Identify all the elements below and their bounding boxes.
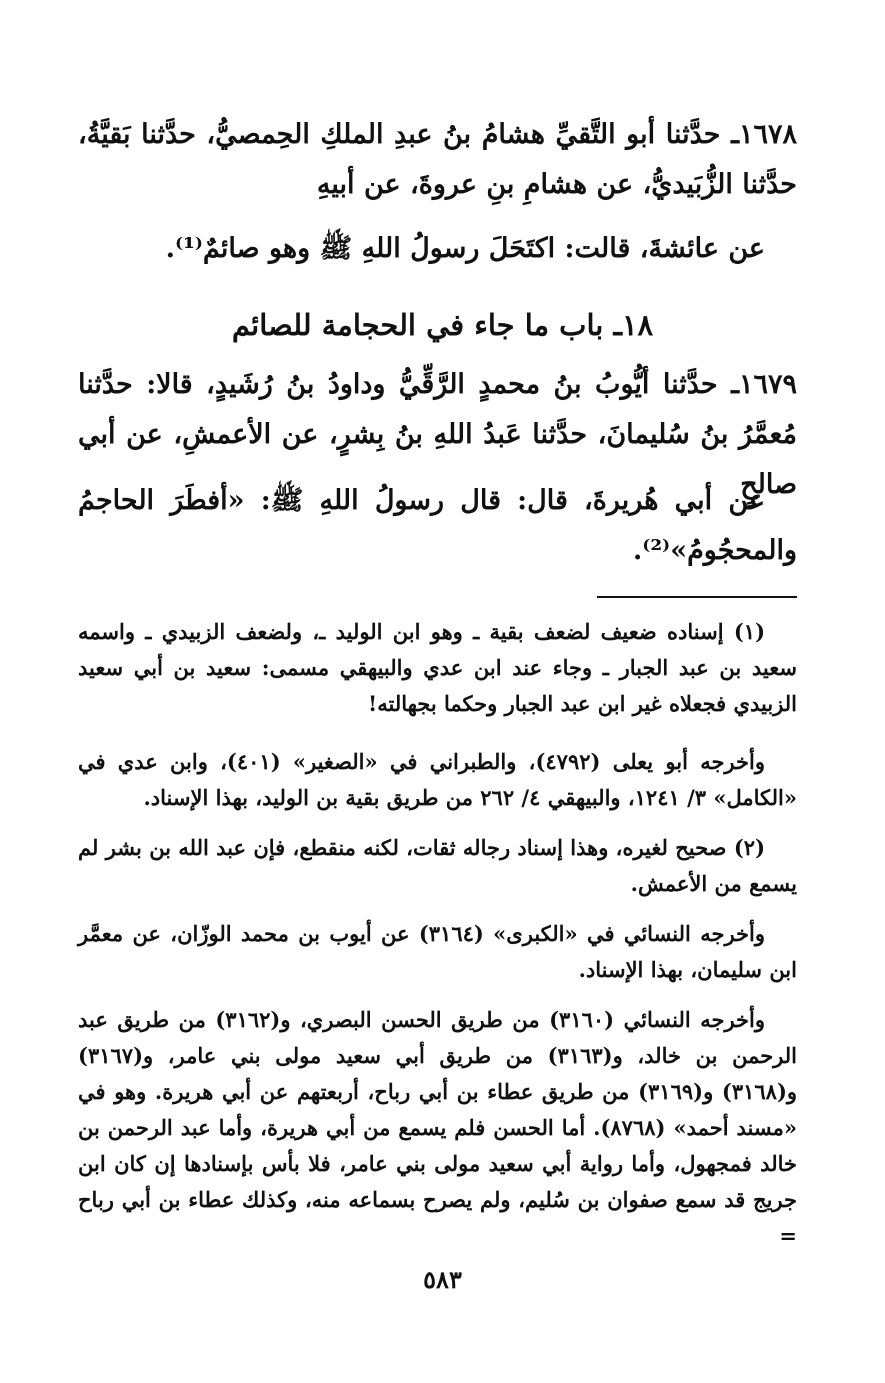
hadith-1679-matn: عن أبي هُريرةَ، قال: قال رسولُ اللهِ ﷺ: «أفطَرَ الحاجمُ والمحجُومُ»⁽²⁾. [78, 485, 797, 566]
footnote-1-sources: وأخرجه أبو يعلى (٤٧٩٢)، والطبراني في «الصغير» (٤٠١)، وابن عدي في «الكامل» ٣/ ١٢٤١، والبيهقي ٤/ ٢٦٢ من طريق بقية بن الوليد، بهذا الإسناد. [78, 749, 797, 810]
page-number: ٥٨٣ [423, 1265, 462, 1294]
hadith-1678-matn: عن عائشةَ، قالت: اكتَحَلَ رسولُ اللهِ ﷺ وهو صائمٌ⁽¹⁾. [165, 233, 765, 264]
footnote-2-sources-b: وأخرجه النسائي (٣١٦٠) من طريق الحسن البصري، و(٣١٦٢) من طريق عبد الرحمن بن خالد، و(٣١٦٣) من طريق أبي سعيد مولى بني عامر، و(٣١٦٧) و(٣١٦٨) و(٣١٦٩) من طريق عطاء بن أبي رباح، أربعتهم عن أبي هريرة. وهو في «مسند أحمد» (٨٧٦٨). أما الحسن فلم يسمع من أبي هريرة، وأما عبد الرحمن بن خالد فمجهول، وأما رواية أبي سعيد مولى بني عامر، فلا بأس بإسنادها إن كان ابن جريج قد سمع صفوان بن سُليم، ولم يصرح بسماعه منه، وكذلك عطاء بن أبي رباح = [78, 1007, 798, 1248]
footnote-2-sources-a: وأخرجه النسائي في «الكبرى» (٣١٦٤) عن أيوب بن محمد الوزّان، عن معمَّر ابن سليمان، بهذا الإسناد. [78, 921, 797, 982]
footnote-2: (٢) صحيح لغيره، وهذا إسناد رجاله ثقات، لكنه منقطع، فإن عبد الله بن بشر لم يسمع من الأعمش. [78, 835, 797, 896]
hadith-1678-isnad: ١٦٧٨ـ حدَّثنا أبو التَّقيِّ هشامُ بنُ عبدِ الملكِ الحِمصيُّ، حدَّثنا بَقيَّةُ، حدَّثنا الزُّبَيديُّ، عن هشامِ بنِ عروةَ، عن أبيهِ [78, 119, 797, 200]
footnote-separator [597, 596, 797, 598]
chapter-title: ١٨ـ باب ما جاء في الحجامة للصائم [231, 308, 654, 342]
footnote-1: (١) إسناده ضعيف لضعف بقية ـ وهو ابن الوليد ـ، ولضعف الزبيدي ـ واسمه سعيد بن عبد الجبار ـ وجاء عند ابن عدي والبيهقي مسمى: سعيد بن أبي سعيد الزبيدي فجعلاه غير ابن عبد الجبار وحكما بجهالته! [78, 619, 797, 716]
hadith-1679-isnad: ١٦٧٩ـ حدَّثنا أيُّوبُ بنُ محمدٍ الرَّقِّيُّ وداودُ بنُ رُشَيدٍ، قالا: حدَّثنا مُعمَّرُ بنُ سُليمانَ، حدَّثنا عَبدُ اللهِ بنُ بِشرٍ، عن الأعمشِ، عن أبي صالحٍ [78, 369, 797, 500]
